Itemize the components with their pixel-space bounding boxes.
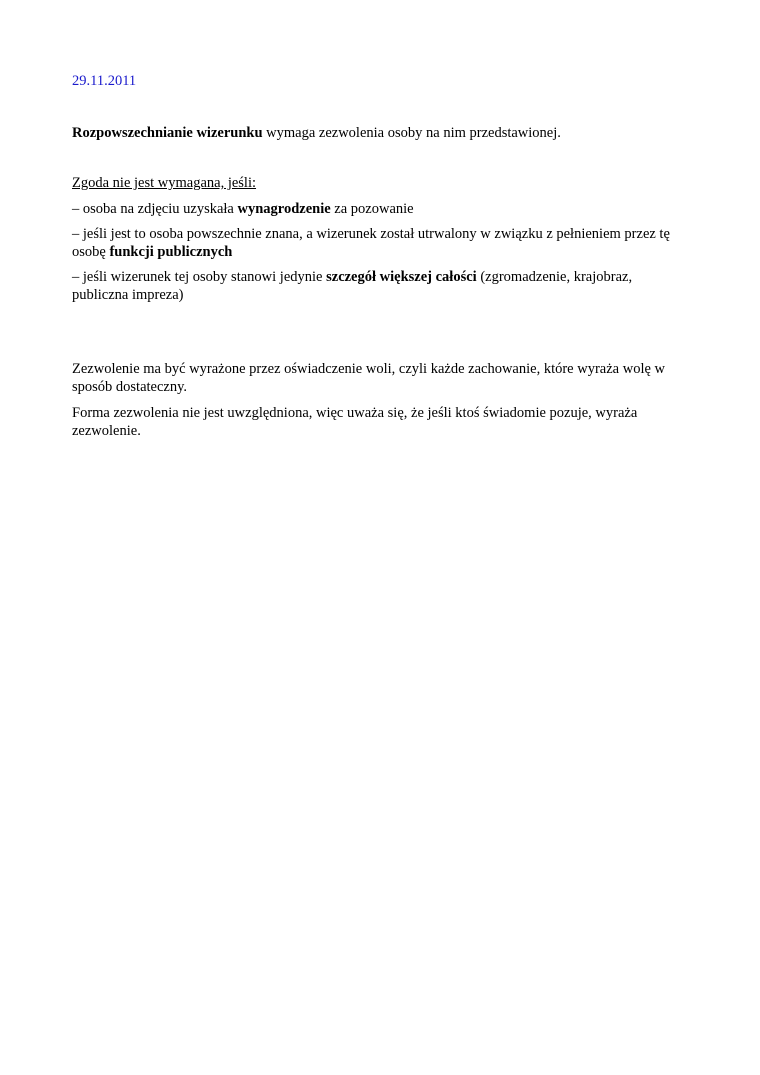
- intro-rest: wymaga zezwolenia osoby na nim przedstawionej.: [262, 125, 561, 141]
- list-item: [72, 268, 692, 304]
- list-item-text-after: (zgromadzenie, krajobraz, publiczna impreza): [72, 269, 633, 303]
- exceptions-heading: Zgoda nie jest wymagana, jeśli:: [72, 175, 257, 191]
- document-date: 29.11.2011: [72, 73, 137, 89]
- list-item-bold: szczegół większej całości: [326, 269, 477, 285]
- list-item-text: – jeśli jest to osoba powszechnie znana, a wizerunek został utrwalony w związku z pełnieniem przez tę osobę: [72, 226, 670, 260]
- list-item-text: – osoba na zdjęciu uzyskała: [72, 201, 238, 217]
- list-item-text-after: za pozowanie: [330, 201, 414, 217]
- list-item: [72, 225, 692, 261]
- intro-bold: Rozpowszechnianie wizerunku: [72, 125, 263, 141]
- list-item-text: – jeśli wizerunek tej osoby stanowi jedynie: [72, 269, 327, 285]
- list-item: [72, 200, 692, 218]
- consent-paragraph: Zezwolenie ma być wyrażone przez oświadczenie woli, czyli każde zachowanie, które wyraża wolę w sposób dostateczny.: [72, 361, 665, 395]
- form-paragraph: Forma zezwolenia nie jest uwzględniona, więc uważa się, że jeśli ktoś świadomie pozuje, wyraża zezwolenie.: [72, 405, 638, 439]
- list-item-bold: wynagrodzenie: [237, 201, 331, 217]
- intro-paragraph: [72, 124, 692, 142]
- list-item-bold: funkcji publicznych: [109, 244, 233, 260]
